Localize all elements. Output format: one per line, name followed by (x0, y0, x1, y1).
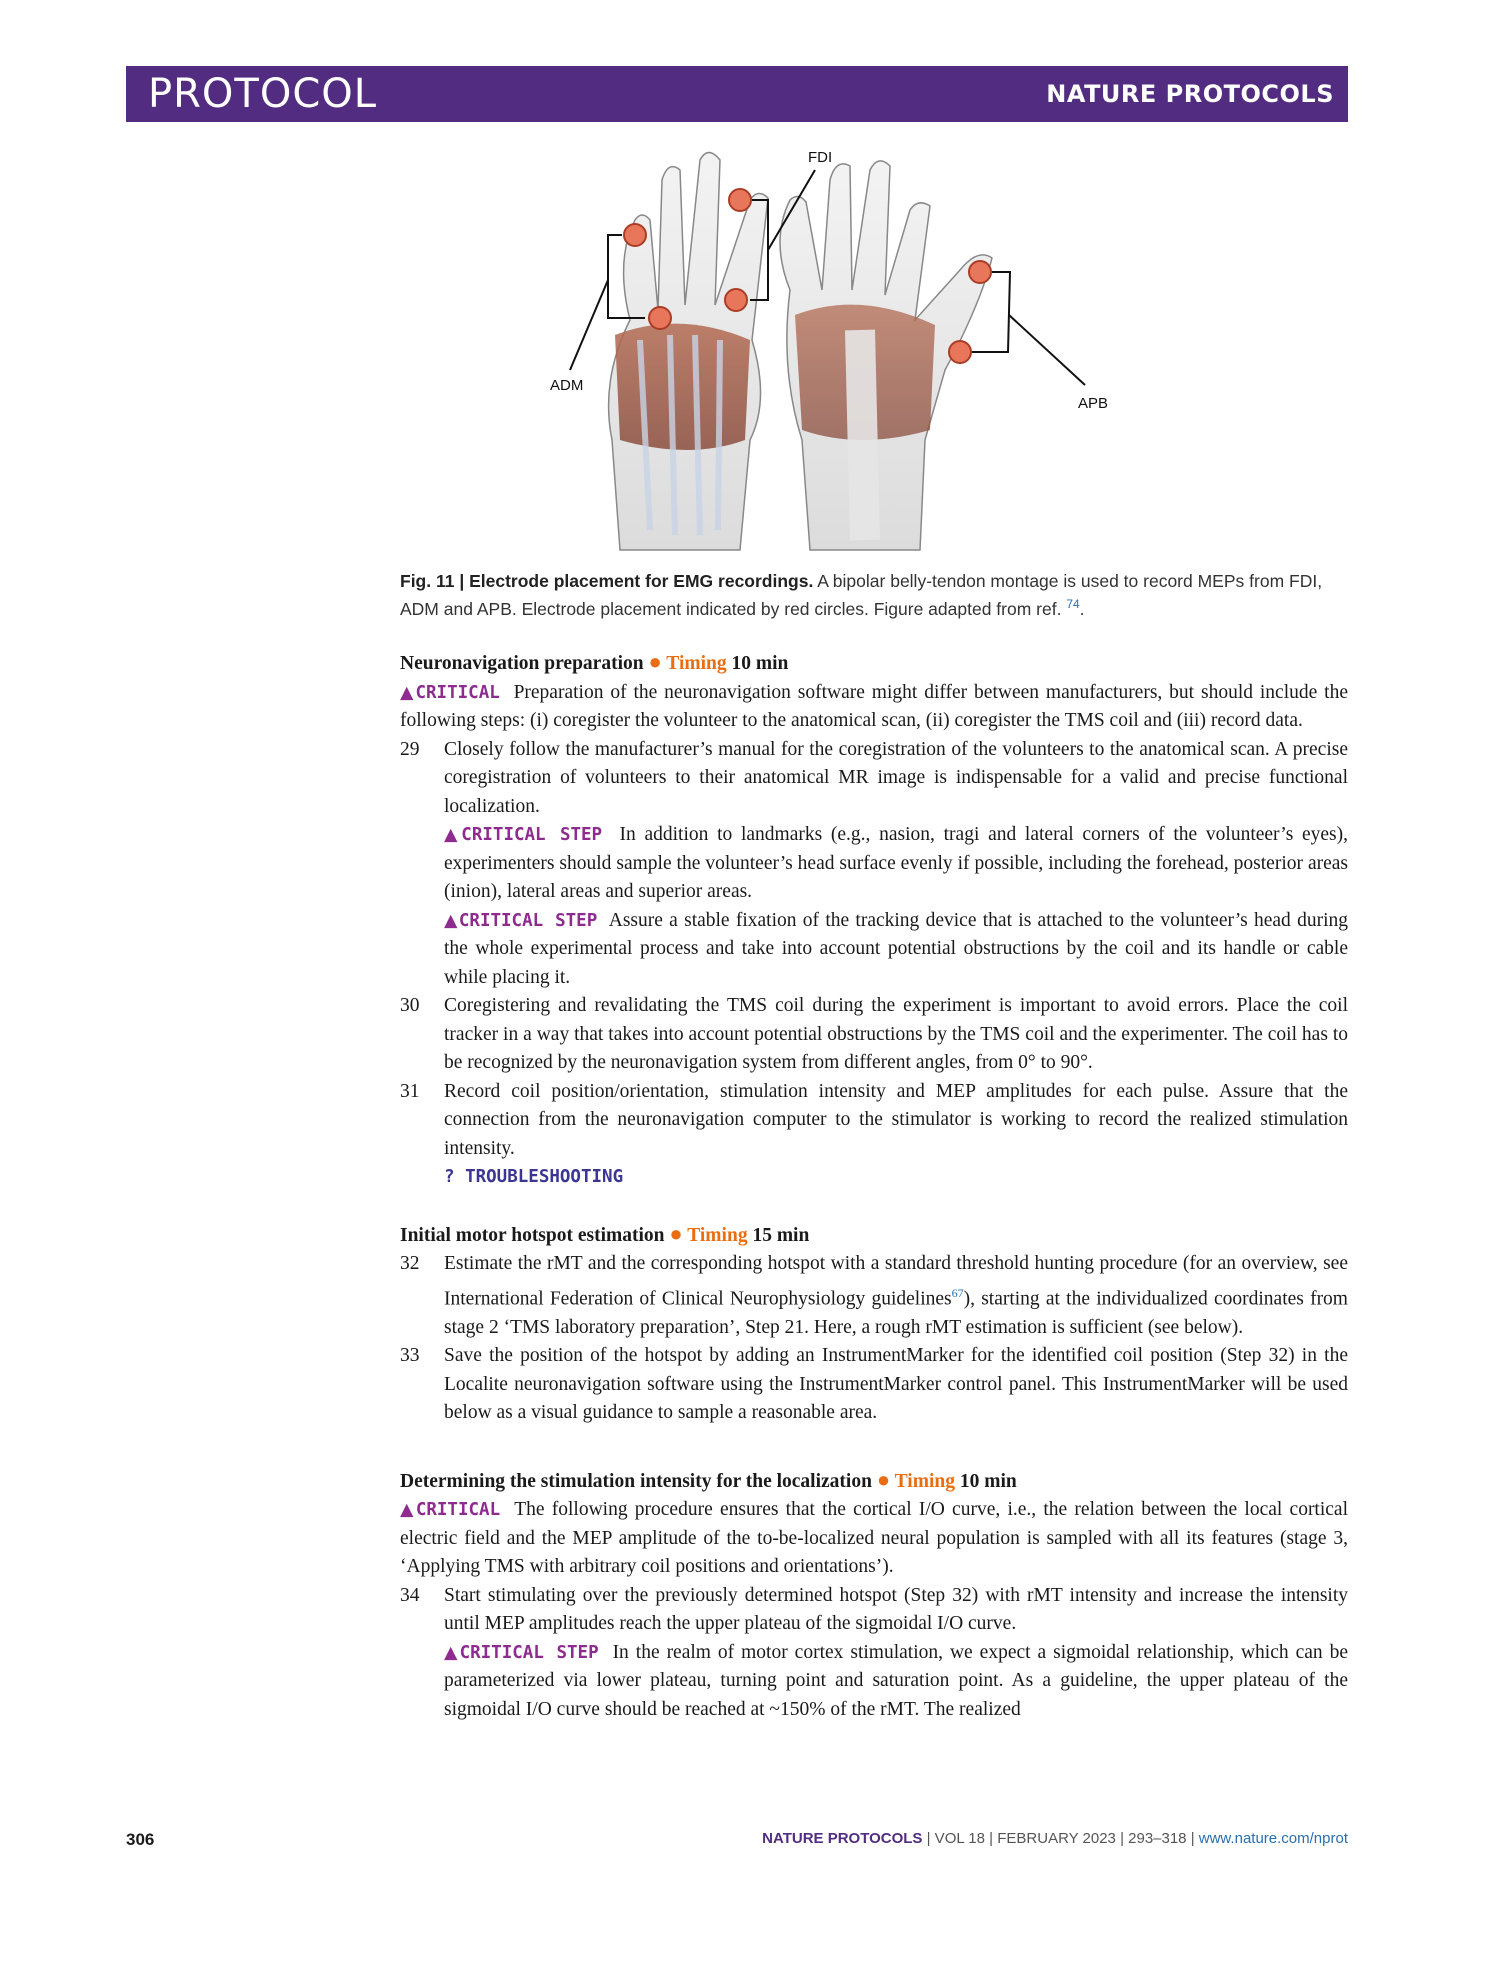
step-30 (400, 992, 1348, 1078)
critical-note (400, 1496, 1348, 1582)
step-text: Closely follow the manufacturer’s manual for the coregistration of the volunteers to the anatomical scan. A precise coregistration of volunteers to their anatomical MR image is indispensable for a valid and precise functional localization. (444, 738, 1348, 817)
critical-step-note (444, 907, 1348, 993)
step-number: 33 (400, 1345, 420, 1366)
step-31 (400, 1078, 1348, 1192)
step-number: 31 (400, 1080, 420, 1102)
critical-step-label: CRITICAL STEP (459, 1642, 599, 1663)
critical-step-note (444, 821, 1348, 907)
timing-dot-icon: ● (669, 1220, 683, 1246)
step-32 (400, 1250, 1348, 1342)
adm-electrode-distal (624, 224, 646, 246)
critical-step-text: In the realm of motor cortex stimulation, we expect a sigmoidal relationship, which can be parameterized via lower plateau, turning point and saturation point. As a guideline, the upper plateau of the sigmoidal I/O curve should be reached at ~150% of the rMT. The realized (444, 1641, 1348, 1720)
warning-triangle-icon: ▲ (400, 1500, 416, 1520)
header-journal-name: NATURE PROTOCOLS (1046, 80, 1334, 108)
critical-step-label: CRITICAL STEP (461, 825, 603, 845)
step-text-part: Estimate the rMT and the corresponding hotspot with a standard threshold hunting procedure (for an overview, see International Federation of Clinical Neurophysiology guidelines (444, 1253, 1348, 1309)
step-number: 30 (400, 995, 420, 1016)
step-text: Save the position of the hotspot by adding an InstrumentMarker for the identified coil position (Step 32) in the Localite neuronavigation software using the InstrumentMarker control panel. This InstrumentMarker will be used below as a visual guidance to sample a reasonable area. (444, 1345, 1348, 1423)
fdi-electrode-proximal (725, 289, 747, 311)
timing-value: 15 min (752, 1224, 810, 1246)
section-title: Initial motor hotspot estimation (400, 1224, 665, 1246)
adm-electrode-proximal (649, 307, 671, 329)
step-29 (400, 736, 1348, 993)
caption-text: A bipolar belly-tendon montage is used to record MEPs from FDI, ADM and APB. Electrode placement indicated by red circles. Figure adapted from ref. (400, 571, 1323, 619)
step-number: 32 (400, 1253, 420, 1274)
timing-label: Timing (687, 1224, 748, 1246)
step-text: Record coil position/orientation, stimulation intensity and MEP amplitudes for each pulse. Assure that the connection from the neuronavigation computer to the stimulator is working to record the realized stimulation intensity. (444, 1080, 1348, 1159)
warning-triangle-icon: ▲ (444, 825, 462, 845)
step-number: 29 (400, 738, 420, 760)
hand-electrode-figure (540, 140, 1200, 560)
step-text (444, 1250, 1348, 1342)
caption-end: . (1079, 598, 1085, 619)
critical-note (400, 679, 1348, 736)
footer-journal: NATURE PROTOCOLS (762, 1830, 923, 1847)
critical-badge (400, 683, 500, 703)
reference-link[interactable]: 67 (951, 1285, 964, 1300)
critical-step-text: Assure a stable fixation of the tracking device that is attached to the volunteer’s head during the whole experimental process and take into account potential obstructions by the coil and its handle or cable while placing it. (444, 909, 1348, 988)
timing-label: Timing (666, 653, 727, 674)
left-hand-drawing (609, 153, 768, 551)
critical-step-note (444, 1639, 1348, 1725)
adm-label: ADM (550, 377, 584, 394)
step-33 (400, 1342, 1348, 1428)
header-section-label: PROTOCOL (148, 71, 378, 117)
section-title: Neuronavigation preparation (400, 653, 644, 674)
footer-issue-info: | VOL 18 | FEBRUARY 2023 | 293–318 | (922, 1830, 1199, 1847)
critical-step-label: CRITICAL STEP (458, 910, 598, 931)
step-text: Start stimulating over the previously determined hotspot (Step 32) with rMT intensity and increase the intensity until MEP amplitudes reach the upper plateau of the sigmoidal I/O curve. (444, 1584, 1348, 1634)
header-bar (126, 66, 1348, 122)
main-content (400, 648, 1348, 1724)
critical-label: CRITICAL (415, 682, 500, 703)
caption-label: Fig. 11 | Electrode placement for EMG recordings. (400, 571, 814, 591)
step-text-part: ), starting at the individualized coordinates from stage 2 ‘TMS laboratory preparation’, Step 21. Here, a rough rMT estimation is sufficient (see below). (444, 1288, 1348, 1338)
fdi-electrode-distal (729, 189, 751, 211)
apb-label: APB (1078, 395, 1109, 412)
page-number: 306 (126, 1830, 155, 1849)
critical-step-badge (444, 1643, 599, 1663)
step-number: 34 (400, 1584, 420, 1606)
section-title: Determining the stimulation intensity for the localization (400, 1470, 872, 1492)
timing-value: 10 min (959, 1470, 1017, 1492)
section-heading-hotspot (400, 1220, 1348, 1251)
troubleshooting-link[interactable]: ? TROUBLESHOOTING (444, 1167, 624, 1187)
critical-step-text: In addition to landmarks (e.g., nasion, tragi and lateral corners of the volunteer’s eyes), experimenters should sample the volunteer’s head surface evenly if possible, including the forehead, posterior areas (inion), lateral areas and superior areas. (444, 824, 1349, 902)
critical-badge (400, 1500, 500, 1520)
critical-label: CRITICAL (415, 1500, 501, 1520)
step-text: Coregistering and revalidating the TMS coil during the experiment is important to avoid errors. Place the coil tracker in a way that takes into account potential obstructions by the TMS coil and the experimenter. The coil has to be recognized by the neuronavigation system from different angles, from 0° to 90°. (444, 995, 1348, 1073)
warning-triangle-icon: ▲ (444, 1642, 460, 1663)
timing-value: 10 min (731, 653, 789, 674)
section-heading-neuronavigation (400, 648, 1348, 679)
step-34 (400, 1582, 1348, 1725)
apb-electrode-proximal (949, 341, 971, 363)
figure-caption (400, 570, 1348, 621)
critical-text: Preparation of the neuronavigation software might differ between manufacturers, but should include the following steps: (i) coregister the volunteer to the anatomical scan, (ii) coregister the TMS coil and (iii) record data. (400, 681, 1348, 731)
footer-url-link[interactable]: www.nature.com/nprot (1198, 1830, 1348, 1847)
critical-step-badge (444, 911, 597, 931)
warning-triangle-icon: ▲ (444, 910, 459, 931)
timing-dot-icon: ● (876, 1466, 891, 1492)
timing-label: Timing (894, 1470, 955, 1492)
critical-step-badge (444, 825, 602, 845)
caption-ref[interactable]: 74 (1066, 597, 1080, 611)
footer-citation (762, 1830, 1348, 1847)
warning-triangle-icon: ▲ (400, 682, 416, 703)
critical-text: The following procedure ensures that the cortical I/O curve, i.e., the relation between the local cortical electric field and the MEP amplitude of the to-be-localized neural population is sampled with all its features (stage 3, ‘Applying TMS with arbitrary coil positions and orientations’). (400, 1499, 1348, 1577)
apb-electrode-distal (969, 261, 991, 283)
timing-dot-icon: ● (648, 649, 662, 674)
fdi-label: FDI (808, 149, 833, 166)
section-heading-intensity (400, 1466, 1348, 1497)
